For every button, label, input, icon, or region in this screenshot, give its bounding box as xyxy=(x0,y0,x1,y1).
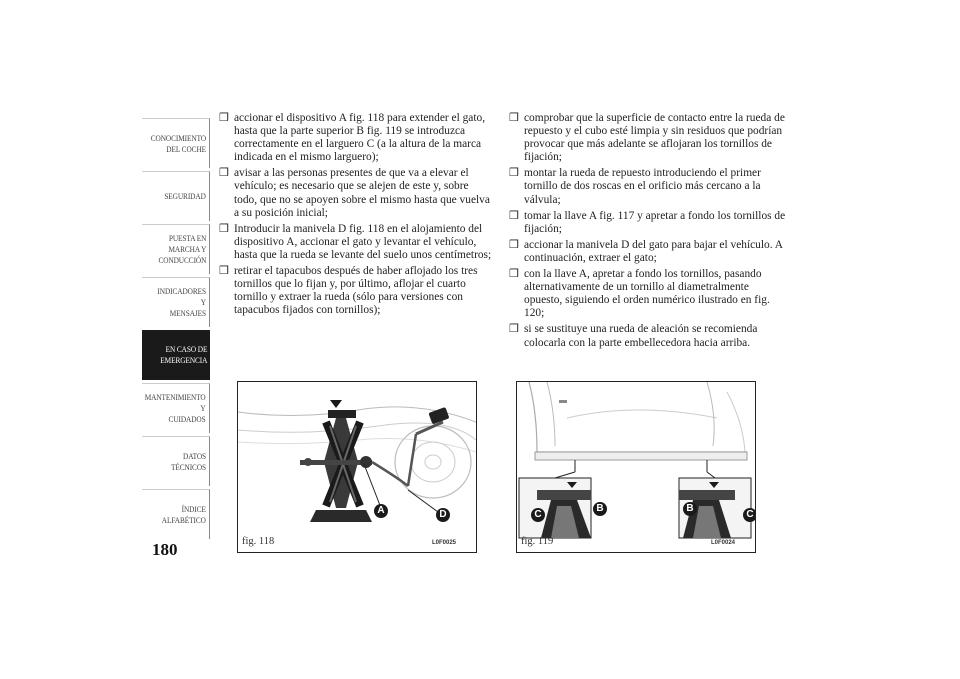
item-text: accionar el dispositivo A fig. 118 para extender el gato, hasta que la parte superior B fig. 119 se introduzca correctamente en el larguero C (a la altura de la marca indicada en el mismo larguero); xyxy=(234,112,486,164)
figure-118 xyxy=(237,381,477,553)
checkbox-bullet-icon: ❒ xyxy=(509,209,519,222)
callout-label-c-left: C xyxy=(531,508,545,522)
list-item xyxy=(509,167,789,206)
list-item xyxy=(509,268,789,320)
callout-label-b-right: B xyxy=(683,502,697,516)
list-item xyxy=(219,167,494,219)
page-number: 180 xyxy=(152,540,178,559)
checkbox-bullet-icon: ❒ xyxy=(219,112,229,124)
checkbox-bullet-icon: ❒ xyxy=(509,112,519,124)
list-item xyxy=(219,265,494,317)
checkbox-bullet-icon: ❒ xyxy=(509,323,519,336)
tab-en-caso-de-emergencia[interactable] xyxy=(142,330,210,380)
tab-label: INDICADORES Y MENSAJES xyxy=(157,286,206,318)
left-text-column xyxy=(219,112,494,320)
tab-label: DATOS TÉCNICOS xyxy=(170,450,206,472)
callout-label-c-right: C xyxy=(743,508,756,522)
tab-datos-tecnicos[interactable] xyxy=(142,436,210,486)
tab-seguridad[interactable] xyxy=(142,171,210,221)
checkbox-bullet-icon: ❒ xyxy=(219,222,229,235)
tab-label: SEGURIDAD xyxy=(164,191,206,201)
list-item xyxy=(219,112,494,164)
jack-illustration xyxy=(238,382,476,552)
tab-label: PUESTA EN MARCHA Y CONDUCCIÓN xyxy=(158,233,206,265)
tab-puesta-en-marcha[interactable] xyxy=(142,224,210,274)
list-item xyxy=(219,223,494,262)
figure-caption: fig. 118 xyxy=(242,536,275,547)
item-text: avisar a las personas presentes de que va a elevar el vehículo; es necesario que se alejen de este y, sobre todo, que no se apoyen sobre el mismo hasta que vuelva a su posición inicial; xyxy=(234,167,490,219)
checkbox-bullet-icon: ❒ xyxy=(509,167,519,180)
tab-label: MANTENIMIENTO Y CUIDADOS xyxy=(145,392,206,424)
tab-mantenimiento-y-cuidados[interactable] xyxy=(142,383,210,433)
checkbox-bullet-icon: ❒ xyxy=(509,238,519,251)
callout-label-a: A xyxy=(374,504,388,518)
figure-caption: fig. 119 xyxy=(521,536,554,547)
right-text-column xyxy=(509,112,789,353)
figure-code: L0F0024 xyxy=(711,540,736,546)
tab-indicadores-y-mensajes[interactable] xyxy=(142,277,210,327)
checkbox-bullet-icon: ❒ xyxy=(509,268,519,281)
figure-119 xyxy=(516,381,756,553)
item-text: Introducir la manivela D fig. 118 en el alojamiento del dispositivo A, accionar el gato y levantar el vehículo, hasta que la rueda se levante del suelo unos centímetros; xyxy=(234,222,492,261)
item-text: retirar el tapacubos después de haber aflojado los tres tornillos que lo fijan y, por último, aflojar el cuarto tornillo y extraer la rueda (sólo para versiones con tapacubos fijados con tornillos); xyxy=(234,265,478,317)
checkbox-bullet-icon: ❒ xyxy=(219,265,229,278)
figure-code: L0F0025 xyxy=(432,540,457,546)
list-item xyxy=(509,210,789,236)
checkbox-bullet-icon: ❒ xyxy=(219,167,229,180)
item-text: montar la rueda de repuesto introduciendo el primer tornillo de dos roscas en el orificio más cercano a la válvula; xyxy=(524,167,761,206)
list-item xyxy=(509,323,789,349)
tab-conocimiento-del-coche[interactable] xyxy=(142,118,210,168)
sill-jack-points-illustration xyxy=(517,382,755,552)
tab-label: CONOCIMIENTO DEL COCHE xyxy=(150,132,206,154)
item-text: accionar la manivela D del gato para bajar el vehículo. A continuación, extraer el gato; xyxy=(524,238,783,264)
tab-indice-alfabetico[interactable] xyxy=(142,489,210,539)
tab-label: ÍNDICE ALFABÉTICO xyxy=(161,503,206,525)
tab-label: EN CASO DE EMERGENCIA xyxy=(159,344,207,365)
callout-label-d: D xyxy=(436,508,450,522)
item-text: si se sustituye una rueda de aleación se recomienda colocarla con la parte embellecedora hacia arriba. xyxy=(524,323,758,349)
item-text: tomar la llave A fig. 117 y apretar a fondo los tornillos de fijación; xyxy=(524,209,786,235)
callout-label-b-left: B xyxy=(593,502,607,516)
item-text: comprobar que la superficie de contacto entre la rueda de repuesto y el cubo esté limpia y sin residuos que podrían provocar que más adelante se aflojaran los tornillos de fijación; xyxy=(524,112,785,164)
list-item xyxy=(509,239,789,265)
item-text: con la llave A, apretar a fondo los tornillos, pasando alternativamente de un tornillo al diametralmente opuesto, siguiendo el orden numérico ilustrado en fig. 120; xyxy=(524,268,770,320)
list-item xyxy=(509,112,789,164)
